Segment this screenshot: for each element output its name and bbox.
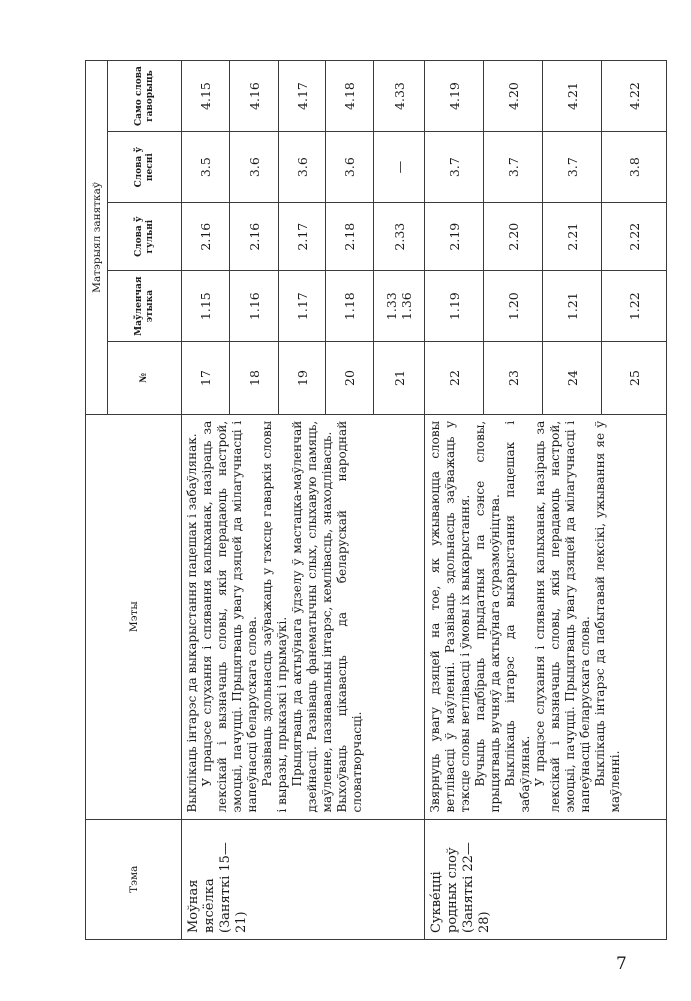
cell-song: 3.6 xyxy=(279,132,326,203)
row-number: 22 xyxy=(425,342,484,415)
cell-self: 4.19 xyxy=(425,61,484,132)
cell-tongue: 1.15 xyxy=(182,271,230,342)
cell-tongue-line: 1.36 xyxy=(399,292,414,321)
section-goals xyxy=(182,414,425,819)
cell-self: 4.15 xyxy=(182,61,230,132)
row-number: 19 xyxy=(279,342,326,415)
lesson-plan-table xyxy=(85,60,667,940)
cell-play: 2.22 xyxy=(602,203,667,271)
header-num: № xyxy=(108,342,182,415)
cell-tongue: 1.18 xyxy=(326,271,374,342)
cell-tongue xyxy=(374,271,425,342)
cell-tongue: 1.19 xyxy=(425,271,484,342)
goal-paragraph: Выклікаць інтарэс да выкарыстання пацешак і забаўлянак. xyxy=(503,420,532,813)
goal-paragraph: Развіваць здольнасць заўважаць у тэксце гаваркія словы і выразы, прыказкі і прымаўкі. xyxy=(260,420,289,813)
cell-tongue: 1.22 xyxy=(602,271,667,342)
cell-play: 2.21 xyxy=(543,203,602,271)
cell-play: 2.33 xyxy=(374,203,425,271)
cell-song: 3.7 xyxy=(484,132,543,203)
cell-self: 4.22 xyxy=(602,61,667,132)
cell-song: 3.7 xyxy=(425,132,484,203)
cell-song: 3.7 xyxy=(543,132,602,203)
rotated-table-container xyxy=(85,60,642,940)
cell-self: 4.18 xyxy=(326,61,374,132)
goal-paragraph: Выхоўваць цікавасць да беларускай народнай словатворчасці. xyxy=(335,420,364,813)
cell-tongue: 1.20 xyxy=(484,271,543,342)
header-self: Само слова гаворыць xyxy=(108,61,182,132)
header-goals: Мэты xyxy=(86,414,182,819)
cell-play: 2.18 xyxy=(326,203,374,271)
row-number: 21 xyxy=(374,342,425,415)
goal-paragraph: Выклікаць інтарэс да выкарыстання пацешак і забаўлянак. xyxy=(185,433,199,813)
cell-play: 2.16 xyxy=(230,203,279,271)
cell-song: 3.5 xyxy=(182,132,230,203)
cell-self: 4.33 xyxy=(374,61,425,132)
section-goals xyxy=(425,414,667,819)
cell-self: 4.21 xyxy=(543,61,602,132)
row-number: 25 xyxy=(602,342,667,415)
header-tongue: Маўленчая этыка xyxy=(108,271,182,342)
goal-paragraph: У працэсе слухання і спявання калыханак, назіраць за лексікай і вызначаць словы, якія перадаюць настрой, эмоцыі, пачуцці. Прыцягваць увагу дзяцей да мілагучнасці і напеўнасці беларускага слова. xyxy=(533,420,592,813)
cell-song: — xyxy=(374,132,425,203)
header-topic: Тэма xyxy=(86,819,182,939)
cell-tongue: 1.17 xyxy=(279,271,326,342)
cell-tongue: 1.21 xyxy=(543,271,602,342)
goal-paragraph: Вучыць падбіраць прыдатныя па сэнсе словы, прыцягваць вучняў да актыўнага суразмоўніцтва. xyxy=(473,420,502,813)
cell-play: 2.17 xyxy=(279,203,326,271)
goal-paragraph: Звярнуць увагу дзяцей на тое, як ужываюцца словы ветлівасці ў маўленні. Развіваць здольнасць заўважаць у тэксце словы ветлівасці і ўмовы іх выкарыстання. xyxy=(428,420,472,813)
goal-paragraph: Выклікаць інтарэс да пабытавай лексікі, ужывання яе ў маўленні. xyxy=(593,420,622,813)
header-material-group: Матэрыял заняткаў xyxy=(86,61,108,415)
cell-song: 3.6 xyxy=(326,132,374,203)
header-play: Слова ў гульні xyxy=(108,203,182,271)
header-song: Слова ў песні xyxy=(108,132,182,203)
cell-self: 4.17 xyxy=(279,61,326,132)
page-number: 7 xyxy=(616,954,627,974)
cell-play: 2.16 xyxy=(182,203,230,271)
section-topic: Моўная вясёлка (Заняткі 15—21) xyxy=(182,819,425,939)
section-topic: Сукве́цці родных слоў (Заняткі 22—28) xyxy=(425,819,667,939)
cell-play: 2.20 xyxy=(484,203,543,271)
cell-song: 3.8 xyxy=(602,132,667,203)
cell-tongue: 1.16 xyxy=(230,271,279,342)
goal-paragraph: Прыцягваць да актыўнага ўдзелу ў мастацка-маўленчай дзейнасці. Развіваць фанематычны слых, слыхавую памяць, маўленне, пазнавальны інтарэс, кемлівасць, знаходлівасць. xyxy=(290,420,334,813)
cell-play: 2.19 xyxy=(425,203,484,271)
row-number: 24 xyxy=(543,342,602,415)
cell-self: 4.20 xyxy=(484,61,543,132)
row-number: 18 xyxy=(230,342,279,415)
goal-paragraph: У працэсе слухання і спявання калыханак, назіраць за лексікай і вызначаць словы, якія перадаюць настрой, эмоцыі, пачуцці. Прыцягваць увагу дзяцей да мілагучнасці і напеўнасці беларускага слова. xyxy=(200,420,259,813)
row-number: 20 xyxy=(326,342,374,415)
cell-song: 3.6 xyxy=(230,132,279,203)
row-number: 17 xyxy=(182,342,230,415)
row-number: 23 xyxy=(484,342,543,415)
cell-self: 4.16 xyxy=(230,61,279,132)
cell-tongue-line: 1.33 xyxy=(384,292,399,321)
